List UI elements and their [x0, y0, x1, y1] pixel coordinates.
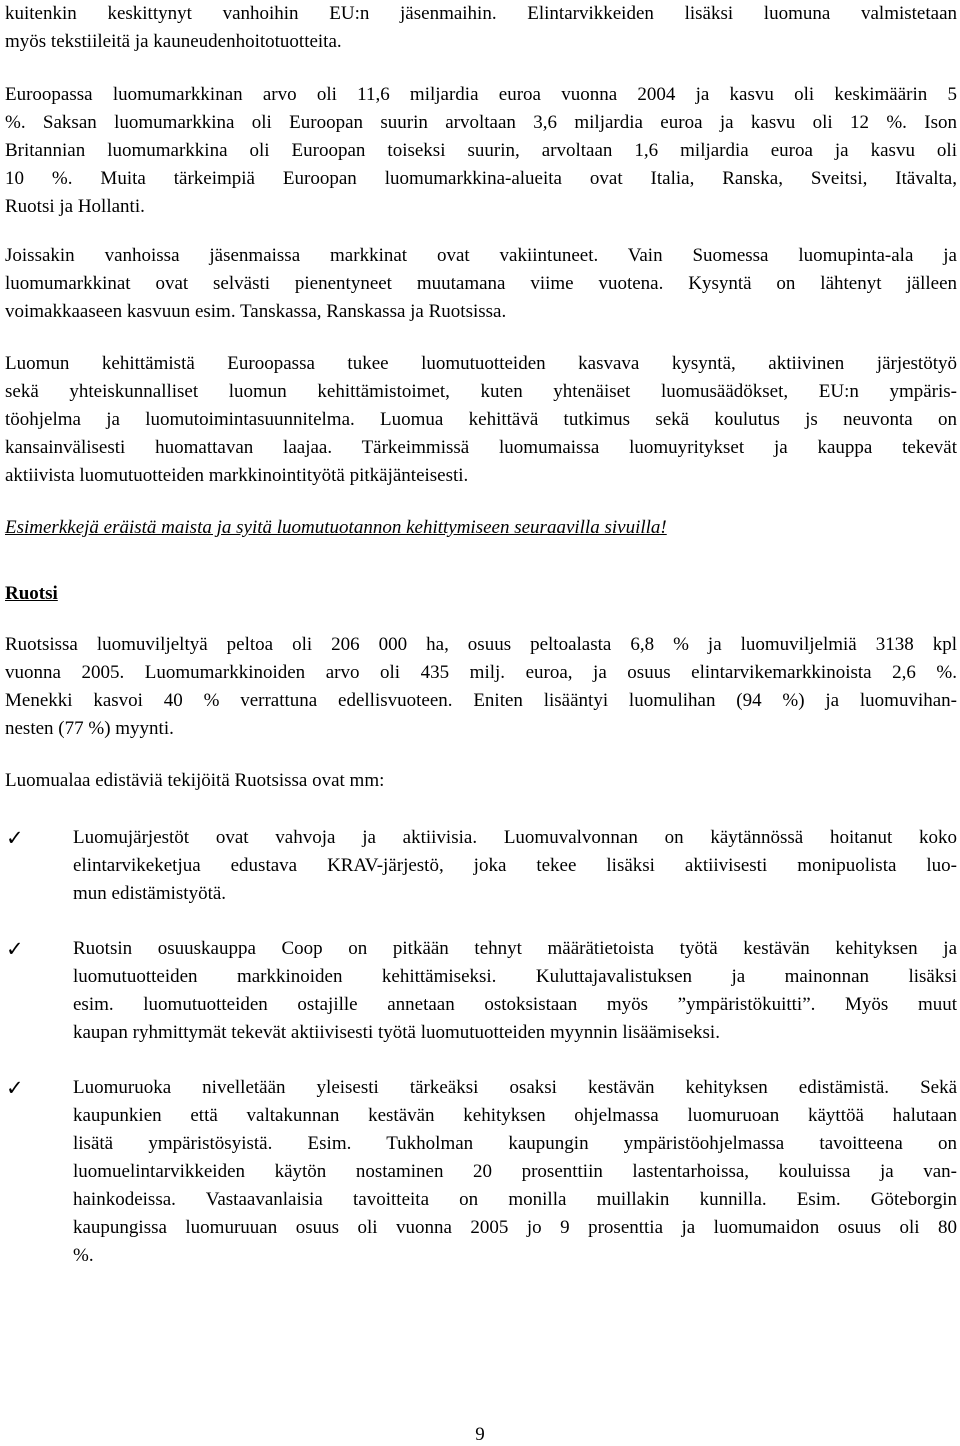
section-heading: Ruotsi [5, 583, 58, 604]
text-line: Ruotsin osuuskauppa Coop on pitkään tehnyt määrätietoista työtä kestävän kehityksen ja [73, 938, 957, 959]
factors-intro-text: Luomualaa edistäviä tekijöitä Ruotsissa ovat mm: [5, 770, 385, 791]
text-line: myös tekstiileitä ja kauneudenhoitotuotteita. [5, 31, 342, 52]
text-line: töohjelma ja luomutoimintasuunnitelma. Luomua kehittävä tutkimus sekä koulutus js neuvonta on [5, 409, 957, 430]
text-line: aktiivista luomutuotteiden markkinointityötä pitkäjänteisesti. [5, 465, 469, 486]
europe-market-paragraph [5, 81, 957, 221]
text-line: kuitenkin keskittynyt vanhoihin EU:n jäsenmaihin. Elintarvikkeiden lisäksi luomuna valmistetaan [5, 3, 957, 24]
text-line: kansainvälisesti huomattavan laajaa. Tärkeimmissä luomumaissa luomuyritykset ja kauppa tekevät [5, 437, 957, 458]
text-line: kaupan ryhmittymät tekevät aktiivisesti työtä luomutuotteiden myynnin lisäämiseksi. [73, 1022, 720, 1043]
examples-note [5, 514, 957, 542]
check-icon: ✓ [6, 826, 24, 850]
text-line: Joissakin vanhoissa jäsenmaissa markkinat ovat vakiintuneet. Vain Suomessa luomupinta-ala ja [5, 245, 957, 266]
text-line: Britannian luomumarkkina oli Euroopan toiseksi suurin, arvoltaan 1,6 miljardia euroa ja kasvu oli [5, 140, 957, 161]
text-line: vuonna 2005. Luomumarkkinoiden arvo oli 435 milj. euroa, ja osuus elintarvikemarkkinoista 2,6 %. [5, 662, 957, 683]
document-page [5, 0, 957, 1297]
intro-paragraph [5, 0, 957, 56]
text-line: luomuelintarvikkeiden käytön nostaminen 20 prosenttiin lastentarhoissa, kouluissa ja van- [73, 1161, 957, 1182]
text-line: 10 %. Muita tärkeimpiä Euroopan luomumarkkina-alueita ovat Italia, Ranska, Sveitsi, Itävalta, [5, 168, 957, 189]
text-line: nesten (77 %) myynti. [5, 718, 174, 739]
development-paragraph [5, 350, 957, 490]
text-line: voimakkaaseen kasvuun esim. Tanskassa, Ranskassa ja Ruotsissa. [5, 301, 507, 322]
text-line: Ruotsi ja Hollanti. [5, 196, 145, 217]
text-line: lisätä ympäristösyistä. Esim. Tukholman kaupungin ympäristöohjelmassa tavoitteena on [73, 1133, 957, 1154]
text-line: luomumarkkinat ovat selvästi pienentyneet muutamana viime vuotena. Kysyntä on lähtenyt jälleen [5, 273, 957, 294]
text-line: mun edistämistyötä. [73, 883, 227, 904]
text-line: hainkodeissa. Vastaavanlaisia tavoitteita on monilla muillakin kunnilla. Esim. Göteborgin [73, 1189, 957, 1210]
text-line: kaupungissa luomuruuan osuus oli vuonna 2005 jo 9 prosenttia ja luomumaidon osuus oli 80 [73, 1217, 957, 1238]
old-members-paragraph [5, 242, 957, 326]
text-line: esim. luomutuotteiden ostajille annetaan ostoksistaan myös ”ympäristökuitti”. Myös muut [73, 994, 957, 1015]
text-line: Euroopassa luomumarkkinan arvo oli 11,6 miljardia euroa vuonna 2004 ja kasvu oli keskimäärin 5 [5, 84, 957, 105]
bullet-item [5, 824, 957, 908]
section-heading-block [5, 580, 957, 608]
examples-note-text: Esimerkkejä eräistä maista ja syitä luomutuotannon kehittymiseen seuraavilla sivuilla! [5, 517, 667, 538]
sweden-paragraph [5, 631, 957, 743]
bullet-item [5, 1074, 957, 1270]
check-icon: ✓ [6, 937, 24, 961]
text-line: Luomuruoka nivelletään yleisesti tärkeäksi osaksi kestävän kehityksen edistämistä. Sekä [73, 1077, 957, 1098]
text-line: %. Saksan luomumarkkina oli Euroopan suurin arvoltaan 3,6 miljardia euroa ja kasvu oli 12 %. Ison [5, 112, 957, 133]
text-line: sekä yhteiskunnalliset luomun kehittämistoimet, kuten yhtenäiset luomusäädökset, EU:n ympäris- [5, 381, 957, 402]
text-line: kaupunkien että valtakunnan kestävän kehityksen ohjelmassa luomuruoan käyttöä halutaan [73, 1105, 957, 1126]
text-line: Menekki kasvoi 40 % verrattuna edellisvuoteen. Eniten lisääntyi luomulihan (94 %) ja luomuvihan- [5, 690, 957, 711]
check-icon: ✓ [6, 1076, 24, 1100]
factors-intro [5, 767, 957, 795]
text-line: %. [73, 1245, 94, 1266]
text-line: elintarvikeketjua edustava KRAV-järjestö, joka tekee lisäksi aktiivisesti monipuolista luo- [73, 855, 957, 876]
text-line: Luomun kehittämistä Euroopassa tukee luomutuotteiden kasvava kysyntä, aktiivinen järjestötyö [5, 353, 957, 374]
page-number: 9 [475, 1424, 485, 1445]
text-line: luomutuotteiden markkinoiden kehittämiseksi. Kuluttajavalistuksen ja mainonnan lisäksi [73, 966, 957, 987]
text-line: Luomujärjestöt ovat vahvoja ja aktiivisia. Luomuvalvonnan on käytännössä hoitanut koko [73, 827, 957, 848]
text-line: Ruotsissa luomuviljeltyä peltoa oli 206 000 ha, osuus peltoalasta 6,8 % ja luomuviljelmiä 3138 kpl [5, 634, 957, 655]
bullet-item [5, 935, 957, 1047]
